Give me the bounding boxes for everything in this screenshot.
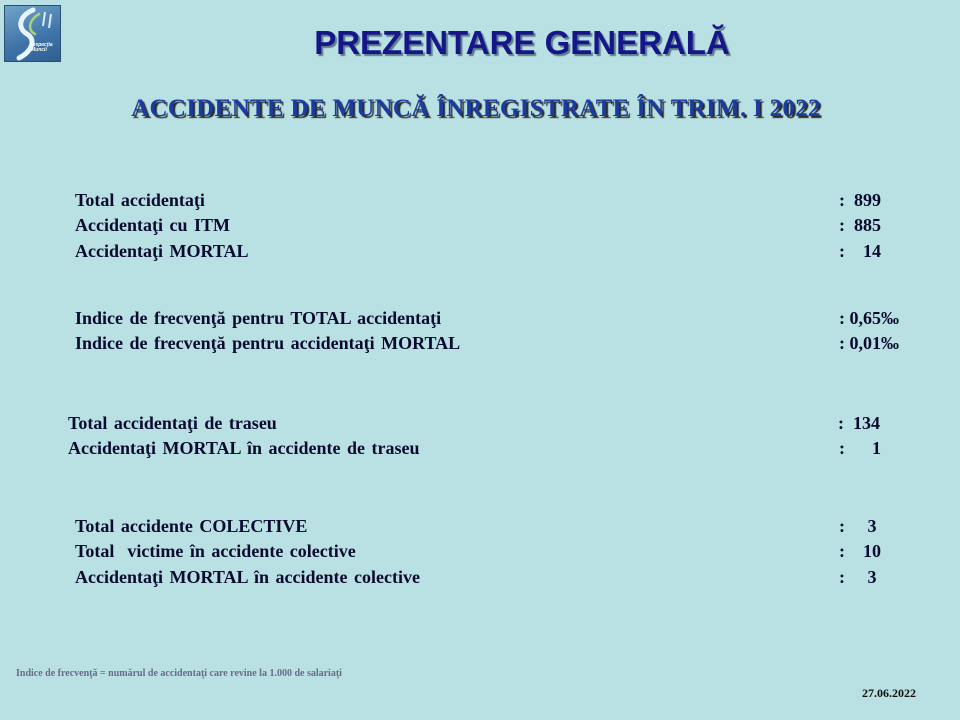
stat-label: Indice de frecvenţă pentru accidentaţi MORTAL	[75, 333, 461, 353]
stat-value: : 134	[838, 413, 880, 433]
stat-row-indice-mortal	[75, 331, 915, 355]
stat-label: Accidentaţi cu ITM	[75, 215, 230, 235]
logo-text-line2: Muncii	[31, 47, 47, 53]
stat-label: Accidentaţi MORTAL	[75, 241, 249, 261]
date-label: 27.06.2022	[862, 686, 916, 700]
stat-value: : 10	[839, 541, 881, 561]
stat-value: : 899	[839, 190, 881, 210]
page-title: PREZENTARE GENERALĂ	[314, 24, 730, 61]
stat-row-accidentati-itm	[75, 213, 905, 237]
stat-value: : 885	[839, 215, 881, 235]
logo-text-line1: Inspecţia	[31, 42, 53, 48]
stat-row-colective-mortal	[75, 565, 905, 589]
footnote: Indice de frecvenţă = numărul de accidentaţi care revine la 1.000 de salariaţi	[16, 668, 342, 679]
stat-row-accidentati-mortal	[75, 239, 905, 263]
stat-label: Accidentaţi MORTAL în accidente colective	[75, 567, 420, 587]
stat-label: Total accidentaţi	[75, 190, 205, 210]
stat-value: : 14	[839, 241, 881, 261]
stat-value: : 0,01‰	[839, 333, 899, 353]
page-subtitle: ACCIDENTE DE MUNCĂ ÎNREGISTRATE ÎN TRIM. I 2022	[131, 95, 821, 122]
stat-row-indice-total	[75, 306, 915, 330]
stat-label: Total accidente COLECTIVE	[75, 516, 308, 536]
stat-row-colective-total	[75, 514, 905, 538]
stat-row-traseu-total	[68, 411, 908, 435]
stat-label: Indice de frecvenţă pentru TOTAL accidentaţi	[75, 308, 442, 328]
stat-row-traseu-mortal	[68, 436, 908, 460]
stat-value: : 1	[839, 438, 881, 458]
stat-label: Accidentaţi MORTAL în accidente de traseu	[68, 438, 420, 458]
stat-row-colective-victime	[75, 539, 905, 563]
stat-label: Total victime în accidente colective	[75, 541, 356, 561]
stat-value: : 3	[839, 516, 877, 536]
stat-value: : 3	[839, 567, 877, 587]
stat-value: : 0,65‰	[839, 308, 899, 328]
stat-row-total-accidentati	[75, 188, 905, 212]
stat-label: Total accidentaţi de traseu	[68, 413, 277, 433]
